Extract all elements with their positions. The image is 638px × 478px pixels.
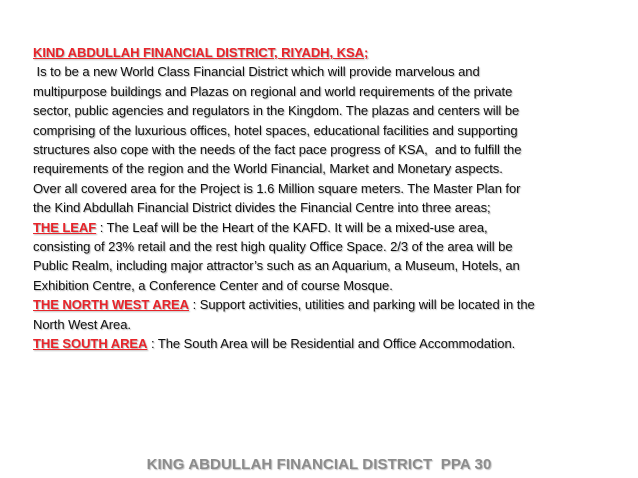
leaf-line: Exhibition Centre, a Conference Center and of course Mosque. — [33, 277, 393, 293]
body-text — [33, 43, 613, 354]
south-paragraph-first-line — [33, 334, 613, 353]
intro-line: multipurpose buildings and Plazas on regional and world requirements of the private — [33, 83, 513, 99]
intro-line: comprising of the luxurious offices, hotel spaces, educational facilities and supporting — [33, 122, 518, 138]
intro-line: Is to be a new World Class Financial District which will provide marvelous and — [33, 64, 480, 80]
leaf-paragraph-first-line — [33, 218, 613, 237]
north-west-line: North West Area. — [33, 316, 131, 332]
intro-line: structures also cope with the needs of the fact pace progress of KSA, and to fulfill the — [33, 142, 522, 158]
intro-line: sector, public agencies and regulators in the Kingdom. The plazas and centers will be — [33, 103, 520, 119]
north-west-label: THE NORTH WEST AREA — [33, 297, 190, 313]
footer-text: KING ABDULLAH FINANCIAL DISTRICT PPA 30 — [146, 456, 492, 473]
leaf-line: consisting of 23% retail and the rest high quality Office Space. 2/3 of the area will be — [33, 239, 513, 255]
north-west-first-line-text: : Support activities, utilities and parking will be located in the — [189, 297, 535, 313]
south-label: THE SOUTH AREA — [33, 336, 148, 352]
intro-line: requirements of the region and the World Financial, Market and Monetary aspects. — [33, 161, 503, 177]
leaf-first-line-text: : The Leaf will be the Heart of the KAFD. It will be a mixed-use area, — [96, 219, 488, 235]
south-first-line-text: : The South Area will be Residential and Office Accommodation. — [147, 336, 516, 352]
footer — [0, 456, 638, 474]
intro-line: the Kind Abdullah Financial District divides the Financial Centre into three areas; — [33, 200, 491, 216]
document-heading: KIND ABDULLAH FINANCIAL DISTRICT, RIYADH, KSA; — [33, 45, 369, 60]
north-west-paragraph-first-line — [33, 295, 613, 314]
intro-line: Over all covered area for the Project is 1.6 Million square meters. The Master Plan for — [33, 180, 521, 196]
leaf-label: THE LEAF — [33, 219, 97, 235]
leaf-line: Public Realm, including major attractor’s such as an Aquarium, a Museum, Hotels, an — [33, 258, 520, 274]
